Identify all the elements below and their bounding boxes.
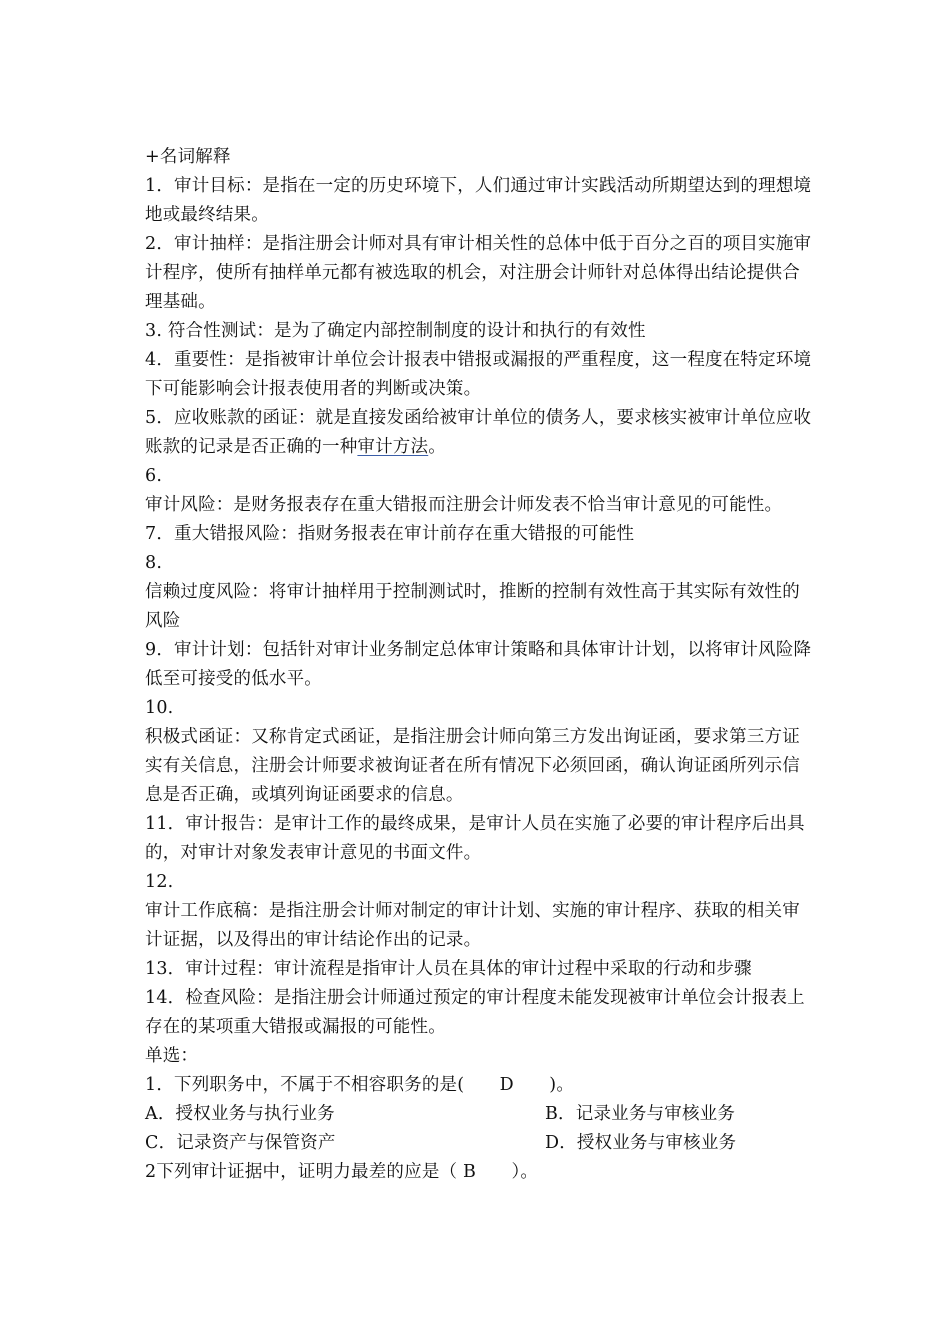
audit-method-link[interactable]: 审计方法: [357, 437, 429, 457]
term-7: 7．重大错报风险：指财务报表在审计前存在重大错报的可能性: [145, 524, 635, 544]
term-10-number: 10.: [145, 698, 174, 718]
section-heading-single-choice: 单选：: [145, 1046, 199, 1066]
term-9: 9．审计计划：包括针对审计业务制定总体审计策略和具体审计计划，以将审计风险降低至可接受的低水平。: [145, 640, 812, 689]
question-1-options: [145, 1100, 815, 1158]
term-6-number: 6.: [145, 466, 163, 486]
term-5-text: 5．应收账款的函证：就是直接发函给被审计单位的债务人，要求核实被审计单位应收账款的记录是否正确的一种: [145, 408, 812, 457]
option-a: A．授权业务与执行业务: [145, 1104, 335, 1124]
term-1: 1．审计目标：是指在一定的历史环境下，人们通过审计实践活动所期望达到的理想境地或最终结果。: [145, 176, 812, 225]
term-8-number: 8.: [145, 553, 163, 573]
option-c: C．记录资产与保管资产: [145, 1133, 336, 1153]
option-d: D．授权业务与审核业务: [545, 1133, 737, 1153]
term-2: 2．审计抽样：是指注册会计师对具有审计相关性的总体中低于百分之百的项目实施审计程序，使所有抽样单元都有被选取的机会，对注册会计师针对总体得出结论提供合理基础。: [145, 234, 812, 312]
term-5-end: 。: [428, 437, 446, 457]
question-2-stem: 2下列审计证据中，证明力最差的应是（ B ）。: [145, 1162, 539, 1182]
term-10: 积极式函证：又称肯定式函证，是指注册会计师向第三方发出询证函，要求第三方证实有关信息，注册会计师要求被询证者在所有情况下必须回函，确认询证函所列示信息是否正确，或填列询证函要求的信息。: [145, 727, 800, 805]
term-12: 审计工作底稿：是指注册会计师对制定的审计计划、实施的审计程序、获取的相关审计证据，以及得出的审计结论作出的记录。: [145, 901, 800, 950]
term-13: 13．审计过程：审计流程是指审计人员在具体的审计过程中采取的行动和步骤: [145, 959, 752, 979]
question-1-stem: 1．下列职务中，不属于不相容职务的是( D )。: [145, 1075, 575, 1095]
term-4: 4．重要性：是指被审计单位会计报表中错报或漏报的严重程度，这一程度在特定环境下可能影响会计报表使用者的判断或决策。: [145, 350, 812, 399]
term-11: 11．审计报告：是审计工作的最终成果，是审计人员在实施了必要的审计程序后出具的，对审计对象发表审计意见的书面文件。: [145, 814, 805, 863]
term-6: 审计风险：是财务报表存在重大错报而注册会计师发表不恰当审计意见的可能性。: [145, 495, 783, 515]
term-3: 3. 符合性测试：是为了确定内部控制制度的设计和执行的有效性: [145, 321, 646, 341]
term-12-number: 12.: [145, 872, 174, 892]
term-14: 14．检查风险：是指注册会计师通过预定的审计程度未能发现被审计单位会计报表上存在的某项重大错报或漏报的可能性。: [145, 988, 805, 1037]
term-8: 信赖过度风险：将审计抽样用于控制测试时，推断的控制有效性高于其实际有效性的风险: [145, 582, 800, 631]
option-b: B．记录业务与审核业务: [545, 1104, 736, 1124]
section-heading-terms: +名词解释: [145, 147, 231, 167]
term-5: [145, 404, 815, 462]
document-page: [145, 143, 815, 1187]
